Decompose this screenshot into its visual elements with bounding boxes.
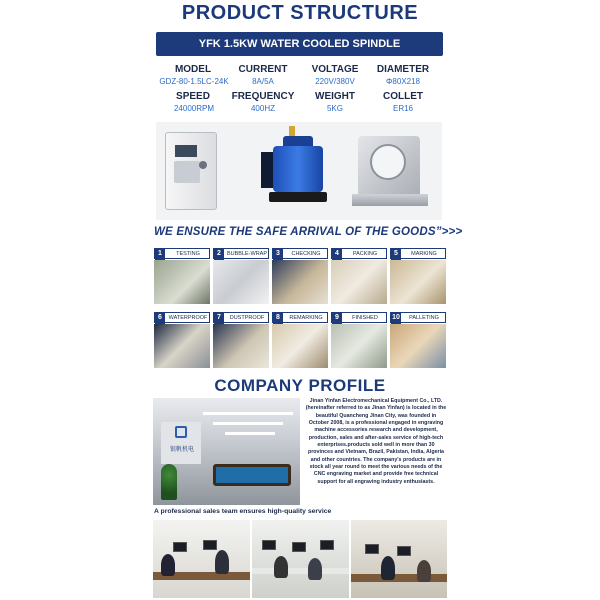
step-label: PACKING: [352, 251, 378, 257]
plant: [161, 464, 177, 500]
step-number: 3: [273, 249, 283, 260]
step-card: [154, 248, 210, 304]
spec-value-diameter: Φ80X218: [386, 77, 420, 86]
step-label: BUBBLE-WRAP: [226, 251, 268, 257]
spec-label-speed: SPEED: [176, 91, 210, 102]
step-label: WATERPROOF: [168, 315, 208, 321]
step-card: [213, 312, 269, 368]
step-card: [390, 248, 446, 304]
spec-value-voltage: 220V/380V: [315, 77, 355, 86]
office-photo: [153, 398, 300, 505]
step-number: 4: [332, 249, 342, 260]
step-photo: [213, 260, 269, 304]
step-label: CHECKING: [291, 251, 321, 257]
company-profile-title: COMPANY PROFILE: [214, 376, 386, 395]
step-number: 10: [391, 313, 401, 324]
step-photo: [272, 260, 328, 304]
company-description: Jinan Yinfan Electromechanical Equipment Co., LTD. (hereinafter referred to as Jinan Yinfan) is located in the beautiful Quancheng Jinan City, was founded in October 2008, is a professional engaged in engraving machine accessories research and development, production, sales and after-sales service of high-tech enterprises.products sold well in more than 30 provinces and Vietnam, Brazil, Pakistan, India, Algeria and other countries. The company's products are in stock all year round to meet the various needs of the CNC engraving market and provide free technical support for all engraving industry enthusiasts.: [305, 398, 447, 485]
step-card: [272, 248, 328, 304]
step-card: [390, 312, 446, 368]
team-photo: [153, 520, 250, 598]
step-photo: [213, 324, 269, 368]
spec-label-weight: WEIGHT: [315, 91, 355, 102]
spec-value-model: GDZ-80-1.5LC-24K: [159, 77, 229, 86]
step-photo: [390, 324, 446, 368]
spec-label-frequency: FREQUENCY: [231, 91, 295, 102]
step-label: MARKING: [411, 251, 437, 257]
step-photo: [331, 260, 387, 304]
step-number: 5: [391, 249, 401, 260]
water-pump-image: [261, 126, 331, 204]
step-label: FINISHED: [352, 315, 378, 321]
pool-table: [213, 464, 291, 486]
spindle-banner: YFK 1.5KW WATER COOLED SPINDLE: [156, 32, 443, 56]
step-photo: [154, 324, 210, 368]
step-card: [154, 312, 210, 368]
spec-label-diameter: DIAMETER: [376, 64, 430, 75]
spec-value-speed: 24000RPM: [173, 104, 215, 113]
step-card: [213, 248, 269, 304]
step-label: PALLETING: [409, 315, 439, 321]
company-logo-wall: [161, 422, 201, 464]
step-label: REMARKING: [289, 315, 323, 321]
step-label: TESTING: [176, 251, 200, 257]
step-photo: [331, 324, 387, 368]
step-number: 8: [273, 313, 283, 324]
step-number: 6: [155, 313, 165, 324]
team-photo: [252, 520, 349, 598]
spindle-clamp-image: [352, 130, 430, 210]
spec-label-current: CURRENT: [238, 64, 288, 75]
sales-team-caption: A professional sales team ensures high-quality service: [154, 508, 332, 515]
spec-value-current: 8A/5A: [252, 77, 274, 86]
step-photo: [390, 260, 446, 304]
step-number: 2: [214, 249, 224, 260]
step-number: 9: [332, 313, 342, 324]
step-card: [331, 312, 387, 368]
spec-label-collet: COLLET: [383, 91, 423, 102]
inverter-image: [165, 132, 217, 210]
step-number: 1: [155, 249, 165, 260]
product-images: [156, 122, 442, 220]
spec-value-collet: ER16: [392, 104, 413, 113]
product-structure-title: PRODUCT STRUCTURE: [181, 2, 419, 24]
step-photo: [272, 324, 328, 368]
spec-value-weight: 5KG: [326, 104, 343, 113]
step-card: [272, 312, 328, 368]
spec-label-voltage: VOLTAGE: [311, 64, 359, 75]
company-logo-icon: [175, 426, 187, 438]
spec-value-frequency: 400HZ: [250, 104, 275, 113]
step-photo: [154, 260, 210, 304]
company-logo-text: 银帆机电: [169, 447, 194, 453]
safe-arrival-title: WE ENSURE THE SAFE ARRIVAL OF THE GOODS”>>>: [154, 226, 463, 238]
step-number: 7: [214, 313, 224, 324]
spec-label-model: MODEL: [174, 64, 212, 75]
step-card: [331, 248, 387, 304]
step-label: DUSTPROOF: [229, 315, 265, 321]
team-photo: [351, 520, 447, 598]
